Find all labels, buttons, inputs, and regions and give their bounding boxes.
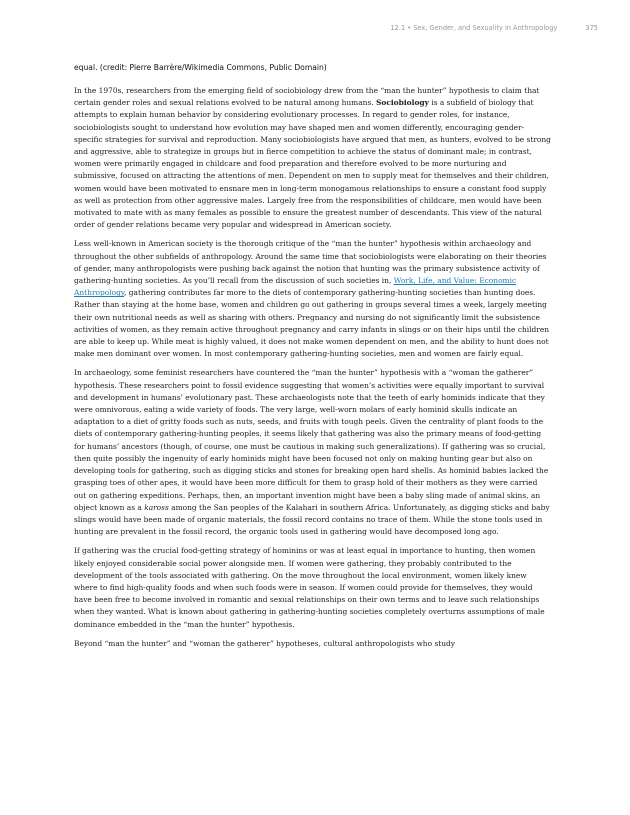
paragraph-text: In the 1970s, researchers from the emerging field of sociobiology drew from the “man the hunter” hypothesis to claim that certain gender roles and sexual relations evolved to be natural among humans. bbox=[74, 86, 540, 108]
paragraph-beyond-hypotheses: Beyond “man the hunter” and “woman the gatherer” hypotheses, cultural anthropologists who study bbox=[74, 638, 456, 648]
paragraph-critique bbox=[74, 238, 551, 360]
key-term-sociobiology: Sociobiology bbox=[376, 98, 429, 108]
running-header bbox=[390, 24, 598, 32]
paragraph-text: , gathering contributes far more to the diets of contemporary gathering-hunting societies than hunting does. Rather than staying at the home base, women and children go out gathering in groups several times a week, largely meeting their own nutritional needs as well as sharing with others. Pregnancy and nursing do not significantly limit the subsistence activities of women, as they remain active throughout pregnancy and carry infants in slings or on their hips until the children are able to keep up. While meat is highly valued, it does not make women dependent on men, and the ability to hunt does not make men dominant over women. In most contemporary gathering-hunting societies, men and women are fairly equal. bbox=[74, 288, 550, 359]
paragraph-woman-the-gatherer bbox=[74, 367, 551, 538]
paragraph-text: among the San peoples of the Kalahari in southern Africa. Unfortunately, as digging sticks and baby slings would have been made of organic materials, the fossil record contains no trace of them. While the stone tools used in hunting are prevalent in the fossil record, the organic tools used in gathering would have decomposed long ago. bbox=[74, 502, 550, 537]
chapter-link-economic-anthropology[interactable]: Work, Life, and Value: Economic Anthropology bbox=[74, 276, 517, 298]
main-content bbox=[74, 62, 551, 650]
paragraph-text: Less well-known in American society is the thorough critique of the “man the hunter” hypothesis within archaeology and throughout the other subfields of anthropology. Around the same time that sociobiologists were elaborating on their theories of gender, many anthropologists were pushing back against the notion that hunting was the primary subsistence activity of gathering-hunting societies. As you’ll recall from the discussion of such societies in, bbox=[74, 239, 547, 286]
italic-term-kaross: kaross bbox=[144, 502, 169, 512]
figure-caption-continuation: equal. (credit: Pierre Barrère/Wikimedia Commons, Public Domain) bbox=[74, 63, 327, 72]
paragraph-sociobiology bbox=[74, 85, 551, 231]
page-number: 375 bbox=[585, 24, 598, 32]
paragraph-text: is a subfield of biology that attempts to explain human behavior by considering evolutionary processes. In regard to gender roles, for instance, sociobiologists sought to understand how evolution may have shaped men and women differently, encouraging gender-specific strategies for survival and reproduction. Many sociobiologists have argued that men, as hunters, evolved to be strong and aggressive, able to strategize in groups but in fierce competition to achieve the status of dominant male; in contrast, women were primarily engaged in childcare and food preparation and therefore evolved to be more nurturing and submissive, focused on attracting the attentions of men. Dependent on men to supply meat for themselves and their children, women would have been motivated to ensnare men in long-term monogamous relationships to ensure a constant food supply as well as protection from other aggressive males. Largely free from the responsibilities of childcare, men would have been motivated to mate with as many females as possible to ensure the greatest number of descendants. This view of the natural order of gender relations became very popular and widespread in American society. bbox=[74, 98, 551, 230]
paragraph-gathering-power: If gathering was the crucial food-getting strategy of hominins or was at least equal in importance to hunting, then women likely enjoyed considerable social power alongside men. If women were gathering, they probably contributed to the development of the tools associated with gathering. On the move throughout the local environment, women likely knew where to find high-quality foods and when such foods were in season. If women could provide for themselves, they would have been free to become involved in romantic and sexual relationships on their own terms and to leave such relationships when they wanted. What is known about gathering in gathering-hunting societies completely overturns assumptions of male dominance embedded in the “man the hunter” hypothesis. bbox=[74, 546, 545, 629]
section-title: 12.1 • Sex, Gender, and Sexuality in Anthropology bbox=[390, 24, 558, 32]
paragraph-text: In archaeology, some feminist researchers have countered the “man the hunter” hypothesis with a “woman the gatherer” hypothesis. These researchers point to fossil evidence suggesting that women’s activities were equally important to survival and development in humans’ evolutionary past. These archaeologists note that the teeth of early hominids indicate that they were omnivorous, eating a wide variety of foods. The very large, well-worn molars of early hominid skulls indicate an adaptation to a diet of gritty foods such as nuts, seeds, and fruits with tough peels. Given the centrality of plant foods to the diets of contemporary gathering-hunting peoples, it seems likely that gathering was also the primary means of food-getting for humans’ ancestors (though, of course, one must be cautious in making such generalizations). If gathering was so crucial, then quite possibly the ingenuity of early hominids might have been focused not only on making hunting gear but also on developing tools for gathering, such as digging sticks and stones for breaking open hard shells. As hominid babies lacked the grasping toes of other apes, it would have been more difficult for them to grasp hold of their mothers as they were carried out on gathering expeditions. Perhaps, then, an important invention might have been a baby sling made of animal skins, an object known as a bbox=[74, 368, 549, 512]
